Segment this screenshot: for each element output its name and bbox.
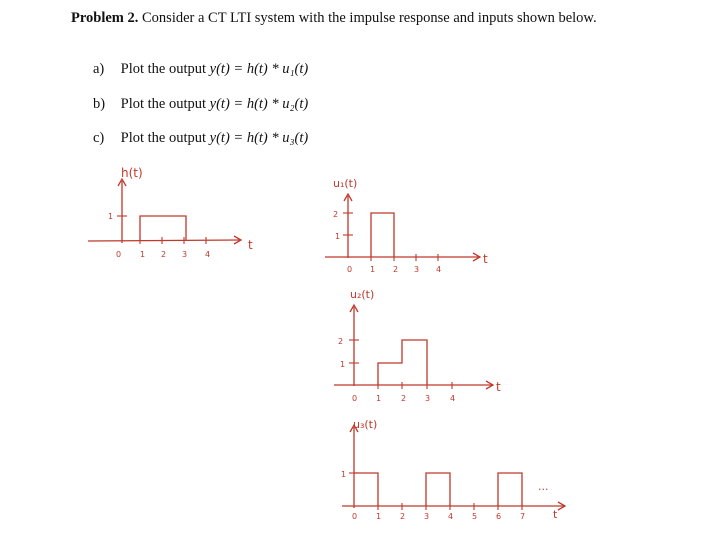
y-tick-label: 1 [335, 232, 341, 241]
axis-label: t [483, 252, 488, 266]
axis-label: t [553, 508, 558, 521]
x-tick-label: 4 [436, 265, 442, 274]
axis-label: t [248, 238, 253, 252]
x-tick-label: 0 [116, 250, 122, 259]
x-tick-label: 3 [425, 394, 431, 403]
y-tick-label: 1 [108, 212, 114, 221]
signal-pulse [371, 213, 394, 257]
problem-body: Consider a CT LTI system with the impulse response and inputs shown below. [142, 10, 597, 26]
plot-u3 [341, 418, 565, 521]
part-prefix: Plot the output [120, 130, 207, 146]
plot-title: u₃(t) [353, 418, 378, 431]
x-tick-label: 4 [448, 512, 454, 521]
signal-pulse [354, 473, 378, 506]
part-label: b) [93, 96, 106, 112]
x-tick-label: 3 [414, 265, 420, 274]
part-label: c) [93, 130, 105, 146]
x-tick-label: 1 [140, 250, 146, 259]
axis-label: t [496, 380, 501, 394]
part-equation: y(t) = h(t) * u₃(t) [209, 130, 309, 146]
part-prefix: Plot the output [120, 61, 207, 77]
x-tick-label: 0 [352, 512, 358, 521]
x-axis [88, 240, 240, 241]
x-tick-label: 2 [400, 512, 406, 521]
x-tick-label: 1 [376, 512, 382, 521]
part-equation: y(t) = h(t) * u₁(t) [209, 61, 309, 77]
x-tick-label: 6 [496, 512, 502, 521]
part-equation: y(t) = h(t) * u₂(t) [209, 96, 309, 112]
y-tick-label: 1 [340, 360, 346, 369]
x-tick-label: 5 [472, 512, 478, 521]
y-tick-label: 1 [341, 470, 347, 479]
x-tick-label: 7 [520, 512, 526, 521]
plot-u2 [334, 288, 501, 403]
continuation-dots: ... [538, 480, 549, 493]
signal-pulse [140, 216, 186, 240]
part-label: a) [93, 61, 105, 77]
x-tick-label: 3 [182, 250, 188, 259]
x-tick-label: 1 [376, 394, 382, 403]
y-tick-label: 2 [338, 337, 344, 346]
signal-pulse [498, 473, 522, 506]
x-tick-label: 0 [352, 394, 358, 403]
x-tick-label: 2 [161, 250, 167, 259]
x-tick-label: 4 [205, 250, 211, 259]
plot-u1 [325, 177, 488, 274]
part-prefix: Plot the output [120, 96, 207, 112]
plot-title: h(t) [121, 166, 143, 180]
signal-pulse [426, 473, 450, 506]
x-tick-label: 3 [424, 512, 430, 521]
plot-h [88, 166, 253, 259]
x-tick-label: 2 [401, 394, 407, 403]
x-tick-label: 2 [393, 265, 399, 274]
problem-number: Problem 2. [71, 10, 139, 26]
plot-title: u₂(t) [350, 288, 375, 301]
y-tick-label: 2 [333, 210, 339, 219]
x-tick-label: 4 [450, 394, 456, 403]
x-tick-label: 0 [347, 265, 353, 274]
x-tick-label: 1 [370, 265, 376, 274]
signal-staircase [378, 340, 427, 385]
plot-title: u₁(t) [333, 177, 358, 190]
